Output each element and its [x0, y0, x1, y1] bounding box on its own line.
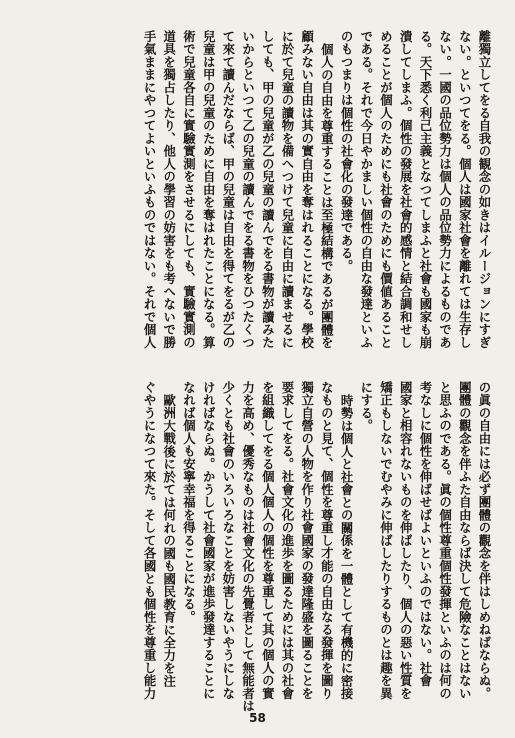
text-column: のもつまりは個性の社會化の發達である。: [339, 30, 355, 273]
text-column: ぐやうになつて來た。そして各國とも個性を尊重し能力: [142, 381, 158, 700]
text-column: る。天下悉く利己主義となつてしまふと社會も國家も崩: [417, 30, 433, 349]
text-column: めることが個人のためにも社會のためにも價値あること: [378, 30, 394, 349]
text-column: 要求してをる。社會文化の進歩を圖るためには其の社會: [279, 381, 295, 700]
text-column: 團體の觀念を伴ふた自由ならば決して危險なことはない: [457, 381, 473, 700]
text-column: 潰してしまふ。個性の發展を社會的感情と結合調和せし: [398, 30, 414, 349]
text-column: 個人の自由を尊重することは至極結構であるが團體を: [319, 42, 335, 349]
text-column: に於て兒童の讀物を備へつけて兒童に自由に讀ませるに: [279, 30, 295, 349]
text-column: を組織してをる個人個人の個性を尊重して其の個人の實: [260, 381, 276, 700]
text-column: と思ふのである。眞の個性尊重個性發揮といふのは何の: [437, 381, 453, 700]
text-column: ない。一國の品位勢力は個人の品位勢力によるものであ: [437, 30, 453, 349]
text-column: 時勢は個人と社會との關係を一體として有機的に密接: [339, 393, 355, 700]
page-number: 58: [249, 711, 266, 725]
text-column: 力を高め、優秀なものは社會文化の先覺者として無能者は: [240, 381, 256, 713]
text-column: なものと見て、個性を尊重し才能の自由なる發揮を圖り: [319, 381, 335, 700]
text-column: の眞の自由には必ず團體の觀念を伴はしめねばならぬ。: [477, 381, 492, 700]
text-column: 顧みない自由は其の實自由を奪はれることになる。學校: [299, 30, 315, 349]
text-column: なれば個人も安寧幸福を得ることになる。: [181, 381, 197, 624]
text-column: にする。: [358, 381, 374, 432]
text-column: ない。といつてをる。個人は國家社會を離れては生存し: [457, 30, 473, 349]
text-column: 歐洲大戰後に於ては何れの國も國民教育に全力を注: [161, 393, 177, 687]
text-column: しても、甲の兒童が乙の兒童の讀んでをる書物が讀みた: [260, 30, 276, 349]
text-column: である。それで今日やかましい個性の自由な發達といふ: [358, 30, 374, 349]
text-column: 獨立自營の人物を作り社會國家の發達隆盛を圖ることを: [299, 381, 315, 700]
text-column: 少くとも社會のいろいろなことを妨害しないやうにしな: [220, 381, 236, 700]
text-column: 矯正もしないでむやみに伸ばしたりするものとは趣を異: [378, 381, 394, 700]
text-column: 兒童は甲の兒童のために自由を奪はれたことになる。算: [201, 30, 217, 349]
text-column: て來て讀んだならば、甲の兒童は自由を得てをるが乙の: [220, 30, 236, 349]
text-column: 國家と相容れないものを伸ばしたり、個人の惡い性質を: [398, 381, 414, 700]
text-column: 離獨立してをる自我の観念の如きはイルージョンにすぎ: [477, 30, 492, 349]
text-column: 術で兒童各自に實驗實測をさせるにしても、實驗實測の: [181, 30, 197, 349]
text-column: 手氣ままにやつてよいといふものではない。それで個人: [142, 30, 158, 349]
lower-text-block: [139, 381, 494, 713]
text-column: いからといつて乙の兒童の讀んでをる書物をひつたくつ: [240, 30, 256, 349]
upper-text-block: [139, 30, 494, 350]
text-column: ければならぬ。かうして社會國家が進歩發達することに: [201, 381, 217, 700]
text-column: 道具を獨占したり、他人の學習の妨害をも考へないで勝: [161, 30, 177, 349]
text-column: 考なしに個性を伸ばせばよいといふのではない。社會: [417, 381, 433, 687]
